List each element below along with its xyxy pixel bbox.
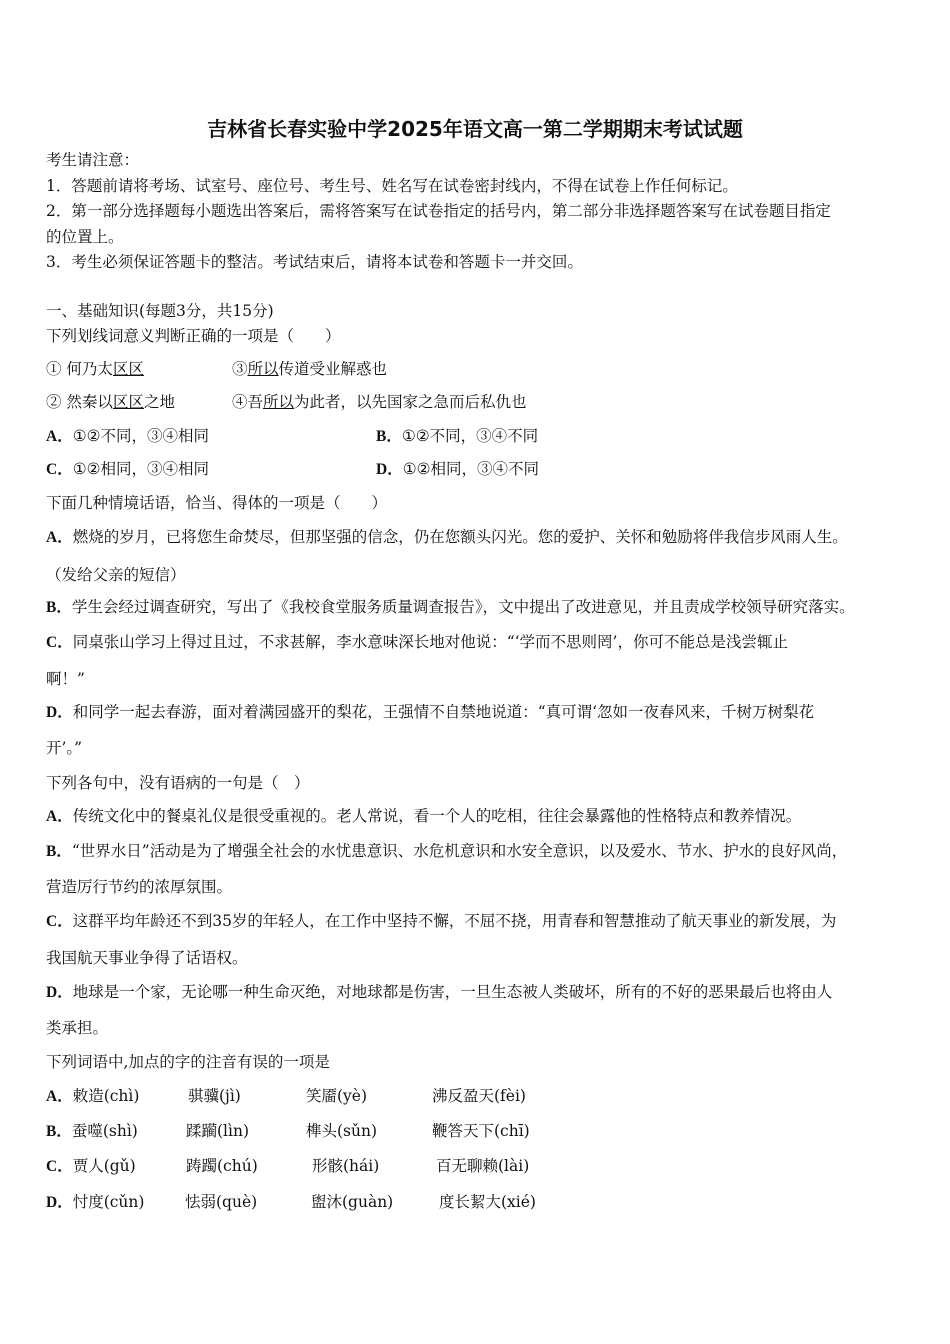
option-key: C． [46,1158,73,1175]
q1-sentences-row1 [46,359,846,379]
word: 鞭答天下(chī) [432,1122,530,1140]
underlined-word: 所以 [247,360,279,378]
q3-option-c [46,911,836,932]
q2-stem: 下面几种情境话语，恰当、得体的一项是（ ） [46,494,388,512]
word: 度长絜大(xié) [439,1193,536,1211]
option-key: D． [46,704,73,721]
q3-option-d-cont: 类承担。 [46,1019,109,1037]
option-key: A． [46,529,73,546]
word: 怯弱(què) [185,1193,258,1211]
option-key: C． [46,634,73,651]
option-text: “世界水日”活动是为了增强全社会的水忧患意识、水危机意识和水安全意识，以及爱水、节水、护水的良好风尚， [71,842,848,860]
text: 之地 [143,393,175,411]
text: ① 何乃太 [46,360,113,378]
underlined-word: 区区 [112,360,144,378]
word: 骐骥(jì) [188,1087,241,1105]
option-key: D． [376,461,403,478]
word: 蚕噬(shì) [71,1122,138,1140]
text: ② 然秦以 [46,393,113,411]
q1-options-row1 [46,426,846,447]
notice-heading: 考生请注意： [46,151,140,169]
word: 笑靥(yè) [306,1087,368,1105]
option-text: 燃烧的岁月，已将您生命焚尽，但那坚强的信念，仍在您额头闪光。您的爱护、关怀和勉励将伴我信步风雨人生。 [72,528,848,546]
word: 沸反盈天(fèi) [432,1087,526,1105]
q2-option-d-cont: 开’。” [46,739,83,757]
option-text: ①②不同，③④不同 [401,427,539,445]
q1-options-row2 [46,459,846,480]
word: 百无聊赖(lài) [436,1157,530,1175]
word: 贾人(gǔ) [72,1157,136,1175]
option-key: A． [46,808,73,825]
word: 榫头(sǔn) [306,1122,378,1140]
q2-option-c-cont: 啊！” [46,670,85,688]
notice-item: 2．第一部分选择题每小题选出答案后，需将答案写在试卷指定的括号内，第二部分非选择题答案写在试卷题目指定 [46,202,831,220]
option-key: B． [376,428,402,445]
word: 忖度(cǔn) [72,1193,145,1211]
q3-option-b-cont: 营造厉行节约的浓厚氛围。 [46,878,233,896]
q1-sentences-row2 [46,392,846,412]
word: 形骸(hái) [312,1157,380,1175]
q2-option-d [46,702,814,723]
q4-row [46,1121,646,1142]
q3-option-c-cont: 我国航天事业争得了话语权。 [46,949,248,967]
q4-row [46,1086,646,1107]
option-key: C． [46,461,73,478]
text: ④吾 [232,393,264,411]
q4-row [46,1156,646,1177]
option-key: B． [46,843,72,860]
q1-stem: 下列划线词意义判断正确的一项是（ ） [46,327,341,345]
option-text: ①②不同，③④相同 [72,427,209,445]
page-title: 吉林省长春实验中学2025年语文高一第二学期期末考试试题 [207,117,743,141]
option-key: D． [46,1194,73,1211]
q2-option-a [46,527,848,548]
q4-stem: 下列词语中,加点的字的注音有误的一项是 [46,1053,330,1071]
q3-option-a [46,806,801,827]
option-text: 地球是一个家，无论哪一种生命灭绝，对地球都是伤害，一旦生态被人类破坏，所有的不好的恶果最后也将由人 [72,983,833,1001]
text: 为此者，以先国家之急而后私仇也 [294,393,527,411]
q2-option-a-cont: （发给父亲的短信） [46,566,186,584]
word: 敕造(chì) [72,1087,140,1105]
word: 盥沐(guàn) [311,1193,394,1211]
notice-item: 的位置上。 [46,228,124,246]
underlined-word: 区区 [112,393,144,411]
q3-option-b [46,841,847,862]
option-key: B． [46,599,72,616]
option-text: 传统文化中的餐桌礼仪是很受重视的。老人常说，看一个人的吃相，往往会暴露他的性格特点和教养情况。 [72,807,802,825]
underlined-word: 所以 [263,393,295,411]
notice-item: 3．考生必须保证答题卡的整洁。考试结束后，请将本试卷和答题卡一并交回。 [46,253,583,271]
option-key: C． [46,913,73,930]
word: 踌躅(chú) [186,1157,258,1175]
word: 蹂躏(lìn) [186,1122,249,1140]
q2-option-c [46,632,788,653]
text: ③ [232,360,248,378]
q3-option-d [46,982,832,1003]
q3-stem: 下列各句中，没有语病的一句是（ ） [46,774,310,792]
option-key: D． [46,984,73,1001]
option-text: 和同学一起去春游，面对着满园盛开的梨花，王强情不自禁地说道：“真可谓‘忽如一夜春风来，千树万树梨花 [72,703,815,721]
option-key: B． [46,1123,72,1140]
q2-option-b [46,597,855,618]
notice-item: 1．答题前请将考场、试室号、座位号、考生号、姓名写在试卷密封线内，不得在试卷上作任何标记。 [46,177,738,195]
option-text: 学生会经过调查研究，写出了《我校食堂服务质量调查报告》，文中提出了改进意见，并且责成学校领导研究落实。 [71,598,855,616]
section-heading: 一、基础知识(每题3分，共15分) [46,302,274,320]
option-text: 这群平均年龄还不到35岁的年轻人，在工作中坚持不懈，不屈不挠，用青春和智慧推动了航天事业的新发展，为 [72,912,837,930]
option-text: ①②相同，③④不同 [402,460,539,478]
option-text: 同桌张山学习上得过且过，不求甚解，李水意味深长地对他说：“‘学而不思则罔’，你可不能总是浅尝辄止 [72,633,788,651]
option-text: ①②相同，③④相同 [72,460,209,478]
option-key: A． [46,428,73,445]
q4-row [46,1192,646,1213]
option-key: A． [46,1088,73,1105]
text: 传道受业解惑也 [278,360,388,378]
